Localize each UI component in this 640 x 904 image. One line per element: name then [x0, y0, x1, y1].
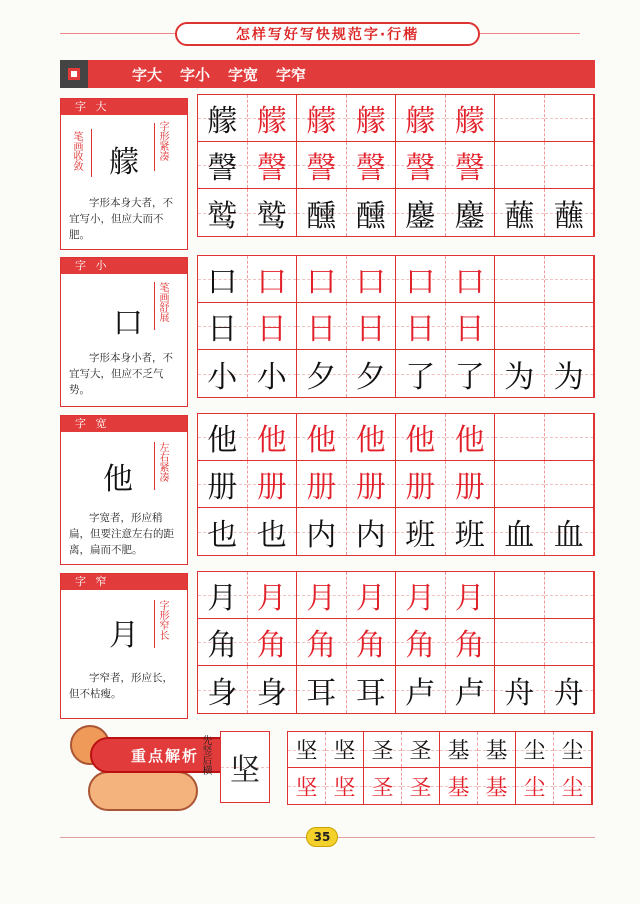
grid-character: 艨: [355, 104, 386, 139]
grid-character: 艨: [306, 104, 337, 139]
grid-cell: [495, 666, 545, 713]
grid-cell: [402, 732, 440, 767]
grid-cell: [495, 572, 545, 618]
grid-cell: [446, 350, 496, 397]
note-rule: [154, 282, 155, 330]
grid-cell: [545, 303, 595, 349]
practice-grid-large: [197, 94, 595, 237]
grid-character: 了: [405, 359, 436, 395]
grid-character: 为: [553, 359, 584, 395]
grid-character: 蘸: [504, 198, 535, 234]
grid-row: [198, 508, 594, 555]
grid-cell: [198, 142, 248, 188]
grid-cell: [396, 666, 446, 713]
grid-cell: [545, 461, 595, 507]
grid-character: 鏖: [405, 198, 436, 234]
grid-cell: [347, 142, 397, 188]
grid-cell: [248, 508, 298, 555]
grid-character: 角: [355, 628, 386, 663]
grid-row: [198, 572, 594, 619]
grid-cell: [446, 619, 496, 665]
grid-cell: [248, 414, 298, 460]
grid-cell: [396, 95, 446, 141]
grid-character: 月: [355, 581, 386, 616]
grid-character: 醺: [306, 198, 337, 234]
grid-row: [198, 256, 594, 303]
practice-grid-narrow: [197, 571, 595, 714]
grid-cell: [446, 508, 496, 555]
grid-character: 班: [454, 517, 485, 553]
tab-zi-kuan: 字宽: [228, 65, 259, 84]
info-caption: 字 大: [61, 99, 187, 115]
info-caption: 字 宽: [61, 416, 187, 432]
info-description: 字形本身小者，不宜写大，但应不乏气势。: [69, 352, 173, 396]
info-description: 字形本身大者，不宜写小，但应大而不肥。: [69, 197, 173, 241]
tab-zi-xiao: 字小: [180, 65, 211, 84]
grid-row: [198, 461, 594, 508]
grid-character: 基: [447, 739, 470, 764]
info-right-note: 字形窄长: [157, 600, 168, 640]
grid-character: 耳: [306, 675, 337, 711]
info-box-small: [60, 257, 188, 407]
grid-cell: [396, 414, 446, 460]
grid-cell: [297, 303, 347, 349]
grid-character: 了: [454, 359, 485, 395]
key-point-badge: [90, 737, 240, 773]
grid-cell: [396, 142, 446, 188]
grid-character: 圣: [409, 775, 432, 801]
grid-row: [198, 189, 594, 236]
grid-cell: [297, 189, 347, 236]
grid-row: [198, 414, 594, 461]
grid-character: 卢: [454, 675, 485, 711]
grid-character: 日: [454, 312, 485, 347]
grid-cell: [288, 732, 326, 767]
grid-character: 艨: [454, 104, 485, 139]
grid-cell: [297, 350, 347, 397]
grid-cell: [326, 732, 364, 767]
grid-character: 尘: [523, 739, 546, 764]
grid-cell: [297, 508, 347, 555]
grid-cell: [495, 189, 545, 236]
grid-character: 班: [405, 517, 436, 553]
grid-cell: [396, 508, 446, 555]
grid-cell: [495, 142, 545, 188]
header-title: 怎样写好写快规范字·行楷: [235, 27, 420, 43]
grid-cell: [248, 189, 298, 236]
grid-character: 日: [256, 312, 287, 347]
example-character: 他: [103, 462, 133, 497]
info-caption: 字 窄: [61, 574, 187, 590]
grid-cell: [545, 619, 595, 665]
grid-character: 身: [256, 675, 287, 711]
grid-character: 坚: [295, 739, 318, 764]
grid-character: 口: [207, 265, 238, 300]
grid-cell: [326, 768, 364, 804]
grid-cell: [198, 666, 248, 713]
grid-character: 謦: [355, 151, 386, 186]
grid-character: 坚: [333, 775, 356, 801]
grid-character: 月: [306, 581, 337, 616]
grid-cell: [495, 414, 545, 460]
grid-character: 蘸: [553, 198, 584, 234]
grid-character: 日: [306, 312, 337, 347]
grid-cell: [288, 768, 326, 804]
grid-cell: [495, 461, 545, 507]
grid-character: 耳: [355, 675, 386, 711]
grid-character: 謦: [405, 151, 436, 186]
grid-character: 舟: [553, 675, 584, 711]
example-character: 月: [109, 618, 139, 653]
info-box-large: [60, 98, 188, 250]
grid-cell: [396, 256, 446, 302]
grid-cell: [248, 95, 298, 141]
grid-character: 日: [355, 312, 386, 347]
grid-character: 艨: [207, 104, 238, 139]
info-right-note: 字形紧凑: [157, 121, 168, 161]
grid-cell: [347, 95, 397, 141]
grid-character: 謦: [306, 151, 337, 186]
grid-character: 尘: [561, 775, 584, 801]
grid-character: 夕: [306, 359, 337, 395]
grid-character: 醺: [355, 198, 386, 234]
grid-cell: [248, 461, 298, 507]
grid-character: 小: [256, 359, 287, 395]
example-character: 口: [113, 306, 143, 341]
grid-cell: [297, 142, 347, 188]
grid-cell: [446, 461, 496, 507]
grid-character: 他: [256, 423, 287, 458]
grid-cell: [396, 303, 446, 349]
grid-cell: [545, 142, 595, 188]
grid-character: 鏖: [454, 198, 485, 234]
grid-character: 舟: [504, 675, 535, 711]
practice-grid-wide: [197, 413, 595, 556]
grid-character: 坚: [295, 775, 318, 801]
grid-cell: [396, 189, 446, 236]
grid-cell: [347, 256, 397, 302]
grid-cell: [198, 572, 248, 618]
grid-character: 月: [454, 581, 485, 616]
grid-cell: [478, 768, 516, 804]
grid-cell: [347, 666, 397, 713]
grid-character: 身: [207, 675, 238, 711]
grid-character: 基: [485, 775, 508, 801]
info-left-note: 笔画收敛: [71, 131, 82, 171]
grid-row: [198, 303, 594, 350]
grid-character: 册: [405, 470, 436, 505]
grid-character: 尘: [523, 775, 546, 801]
grid-character: 坚: [333, 739, 356, 764]
key-point-area: [60, 725, 595, 810]
mascot-sign: [88, 771, 198, 811]
grid-cell: [198, 256, 248, 302]
grid-cell: [297, 95, 347, 141]
section-tab-bar: [60, 60, 595, 88]
grid-cell: [364, 732, 402, 767]
grid-character: 册: [207, 470, 238, 505]
grid-cell: [297, 572, 347, 618]
grid-character: 月: [207, 581, 238, 616]
grid-cell: [347, 619, 397, 665]
grid-cell: [545, 414, 595, 460]
grid-cell: [248, 666, 298, 713]
grid-character: 卢: [405, 675, 436, 711]
grid-cell: [545, 508, 595, 555]
note-rule: [91, 129, 92, 177]
grid-cell: [297, 461, 347, 507]
grid-character: 口: [454, 265, 485, 300]
grid-cell: [198, 461, 248, 507]
grid-cell: [446, 142, 496, 188]
info-box-wide: [60, 415, 188, 565]
grid-character: 册: [256, 470, 287, 505]
grid-character: 艨: [256, 104, 287, 139]
grid-character: 角: [405, 628, 436, 663]
grid-cell: [248, 303, 298, 349]
grid-cell: [248, 572, 298, 618]
grid-character: 日: [207, 312, 238, 347]
grid-cell: [347, 189, 397, 236]
info-right-note: 左右紧凑: [157, 442, 168, 482]
grid-cell: [446, 572, 496, 618]
grid-row: [198, 142, 594, 189]
practice-grid-small: [197, 255, 595, 398]
info-box-narrow: [60, 573, 188, 719]
grid-cell: [347, 414, 397, 460]
grid-cell: [554, 732, 592, 767]
grid-row: [198, 95, 594, 142]
grid-cell: [297, 619, 347, 665]
grid-character: 他: [207, 423, 238, 458]
page-number: 35: [313, 830, 331, 844]
tab-zi-zhai: 字窄: [276, 65, 307, 84]
grid-cell: [198, 189, 248, 236]
grid-cell: [478, 732, 516, 767]
grid-cell: [545, 350, 595, 397]
grid-character: 圣: [371, 775, 394, 801]
grid-cell: [248, 142, 298, 188]
grid-cell: [495, 303, 545, 349]
grid-cell: [545, 256, 595, 302]
grid-cell: [495, 350, 545, 397]
grid-character: 也: [207, 517, 238, 553]
grid-cell: [297, 256, 347, 302]
grid-row: [198, 666, 594, 713]
grid-cell: [248, 350, 298, 397]
grid-character: 月: [256, 581, 287, 616]
note-rule: [154, 442, 155, 490]
grid-cell: [554, 768, 592, 804]
grid-cell: [396, 461, 446, 507]
grid-character: 他: [405, 423, 436, 458]
key-example-box: [220, 731, 270, 803]
grid-cell: [347, 303, 397, 349]
grid-character: 角: [207, 628, 238, 663]
grid-cell: [347, 572, 397, 618]
grid-cell: [297, 414, 347, 460]
grid-character: 月: [405, 581, 436, 616]
grid-character: 口: [256, 265, 287, 300]
key-example-character: 坚: [230, 753, 260, 788]
grid-character: 为: [504, 359, 535, 395]
grid-character: 册: [355, 470, 386, 505]
grid-character: 基: [447, 775, 470, 801]
grid-cell: [396, 350, 446, 397]
grid-cell: [495, 619, 545, 665]
grid-cell: [446, 95, 496, 141]
grid-row: [288, 768, 592, 804]
grid-character: 角: [306, 628, 337, 663]
grid-cell: [198, 414, 248, 460]
grid-cell: [198, 95, 248, 141]
grid-cell: [402, 768, 440, 804]
section-marker-icon: [60, 60, 88, 88]
grid-row: [198, 350, 594, 397]
grid-character: 血: [553, 517, 584, 553]
grid-character: 謦: [256, 151, 287, 186]
grid-character: 也: [256, 517, 287, 553]
grid-cell: [248, 256, 298, 302]
note-rule: [154, 123, 155, 171]
grid-character: 小: [207, 359, 238, 395]
grid-cell: [446, 666, 496, 713]
grid-character: 鹫: [207, 198, 238, 234]
tab-zi-da: 字大: [132, 65, 163, 84]
grid-cell: [545, 189, 595, 236]
grid-cell: [545, 572, 595, 618]
grid-cell: [516, 768, 554, 804]
grid-character: 日: [405, 312, 436, 347]
grid-cell: [545, 95, 595, 141]
grid-character: 册: [306, 470, 337, 505]
grid-cell: [446, 256, 496, 302]
grid-character: 謦: [454, 151, 485, 186]
key-practice-grid: [287, 731, 593, 805]
grid-character: 基: [485, 739, 508, 764]
note-rule: [154, 600, 155, 648]
grid-character: 口: [405, 265, 436, 300]
example-character: 艨: [109, 145, 139, 180]
grid-cell: [516, 732, 554, 767]
grid-cell: [198, 619, 248, 665]
grid-character: 角: [256, 628, 287, 663]
info-caption: 字 小: [61, 258, 187, 274]
grid-cell: [440, 768, 478, 804]
info-description: 字窄者，形应长，但不枯瘦。: [69, 672, 173, 700]
grid-character: 圣: [371, 739, 394, 764]
grid-row: [288, 732, 592, 768]
header-banner: [175, 22, 480, 46]
grid-cell: [440, 732, 478, 767]
page-number-badge: [306, 827, 338, 847]
grid-row: [198, 619, 594, 666]
grid-cell: [248, 619, 298, 665]
grid-cell: [198, 303, 248, 349]
grid-cell: [297, 666, 347, 713]
grid-cell: [446, 303, 496, 349]
grid-character: 他: [306, 423, 337, 458]
grid-cell: [347, 461, 397, 507]
grid-cell: [347, 350, 397, 397]
grid-cell: [495, 95, 545, 141]
grid-cell: [364, 768, 402, 804]
grid-cell: [446, 414, 496, 460]
grid-character: 他: [454, 423, 485, 458]
grid-cell: [495, 508, 545, 555]
grid-cell: [396, 572, 446, 618]
key-point-note: 先竖后横: [200, 735, 211, 775]
grid-character: 口: [306, 265, 337, 300]
grid-character: 謦: [207, 151, 238, 186]
grid-character: 尘: [561, 739, 584, 764]
grid-character: 他: [355, 423, 386, 458]
grid-cell: [198, 350, 248, 397]
grid-character: 内: [355, 517, 386, 553]
grid-character: 册: [454, 470, 485, 505]
info-right-note: 笔画舒展: [157, 282, 168, 322]
grid-character: 鹫: [256, 198, 287, 234]
grid-character: 艨: [405, 104, 436, 139]
grid-cell: [347, 508, 397, 555]
grid-cell: [495, 256, 545, 302]
grid-character: 角: [454, 628, 485, 663]
grid-character: 圣: [409, 739, 432, 764]
grid-cell: [396, 619, 446, 665]
grid-character: 夕: [355, 359, 386, 395]
info-description: 字宽者，形应稍扁，但要注意左右的距离，扁而不肥。: [69, 512, 174, 556]
grid-cell: [198, 508, 248, 555]
key-point-title: 重点解析: [130, 746, 199, 765]
grid-character: 内: [306, 517, 337, 553]
grid-character: 血: [504, 517, 535, 553]
grid-cell: [545, 666, 595, 713]
grid-character: 口: [355, 265, 386, 300]
grid-cell: [446, 189, 496, 236]
